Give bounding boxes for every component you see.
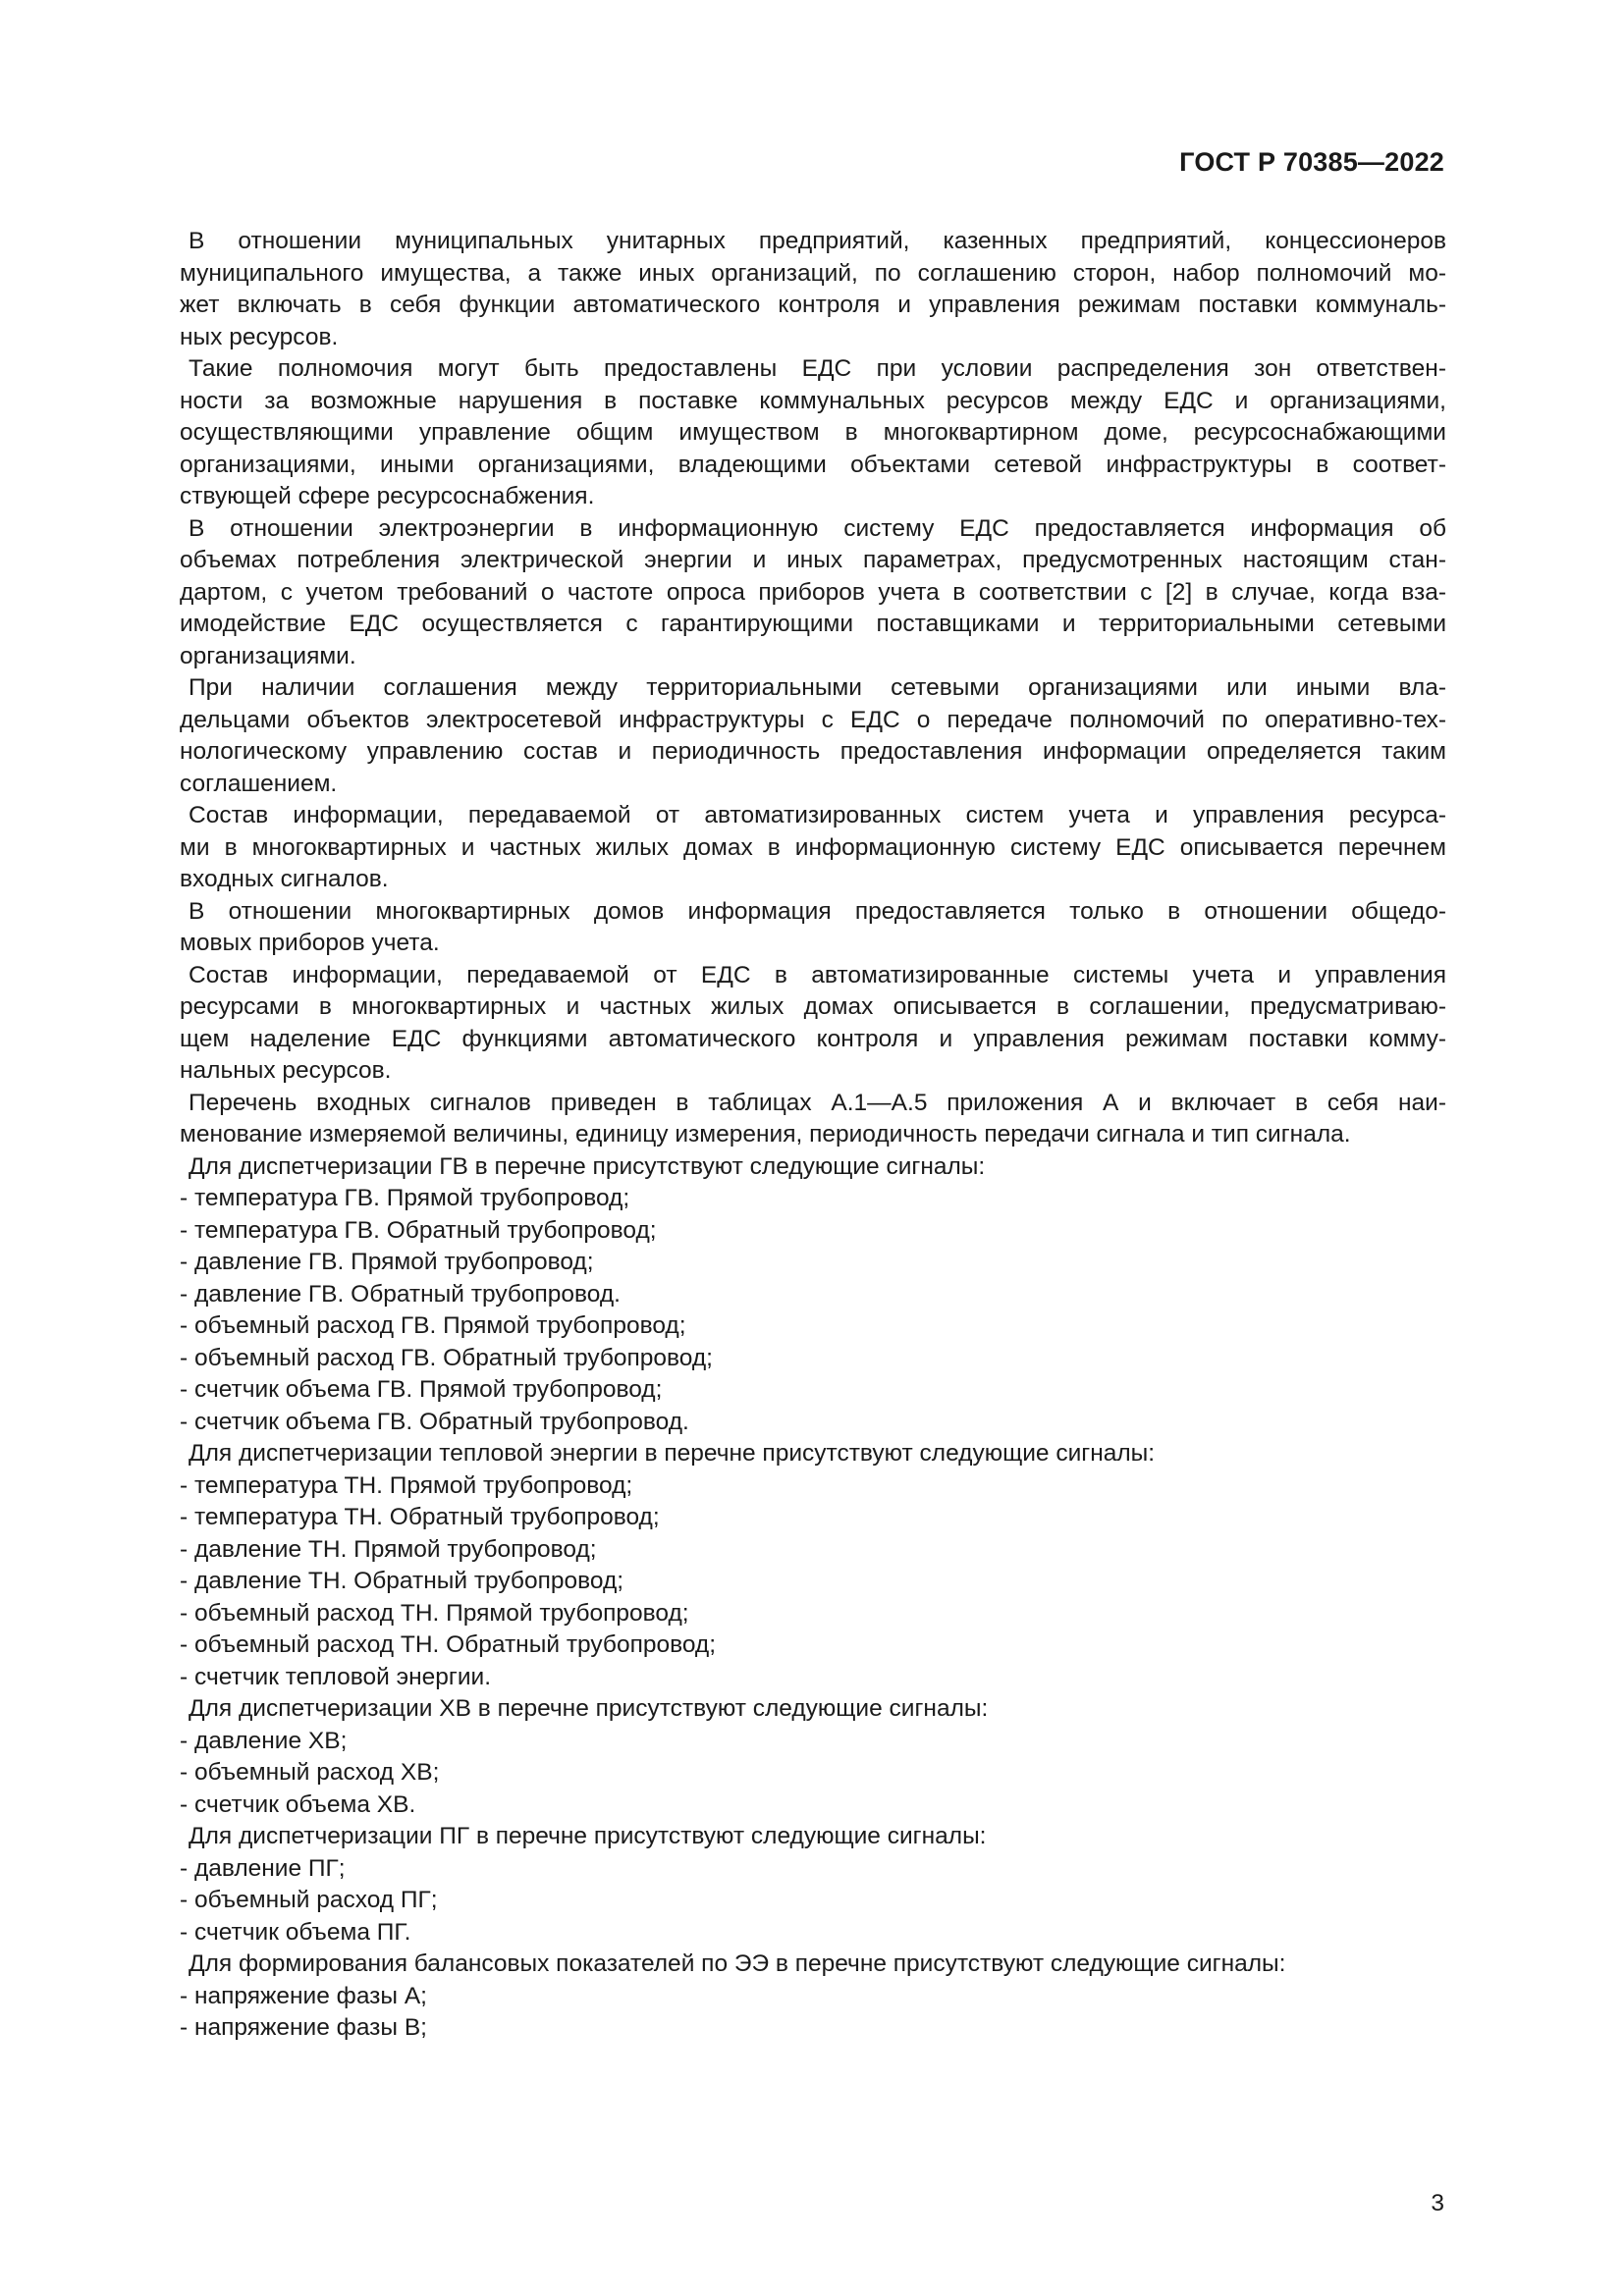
- list-item: - объемный расход ТН. Обратный трубопровод;: [180, 1631, 717, 1658]
- signal-list: [180, 1853, 1446, 1949]
- list-item: - напряжение фазы А;: [180, 1982, 427, 2009]
- list-item: - давление ТН. Прямой трубопровод;: [180, 1535, 597, 1563]
- paragraph: [180, 960, 1446, 1088]
- list-item: - напряжение фазы В;: [180, 2014, 427, 2041]
- text-line: мовых приборов учета.: [180, 930, 440, 956]
- list-item: - давление ГВ. Прямой трубопровод;: [180, 1249, 594, 1275]
- text-line: ности за возможные нарушения в поставке коммунальных ресурсов между ЕДС и организациями,: [180, 387, 1446, 414]
- list-intro: Для формирования балансовых показателей по ЭЭ в перечне присутствуют следующие сигналы:: [189, 1950, 1286, 1977]
- text-line: При наличии соглашения между территориальными сетевыми организациями или иными вла-: [189, 674, 1446, 701]
- list-item: - объемный расход ГВ. Прямой трубопровод;: [180, 1312, 686, 1339]
- document-code-header: ГОСТ Р 70385—2022: [1179, 147, 1444, 177]
- paragraph: [180, 353, 1446, 513]
- list-intro: Для диспетчеризации ГВ в перечне присутствуют следующие сигналы:: [189, 1152, 986, 1180]
- text-line: Такие полномочия могут быть предоставлены ЕДС при условии распределения зон ответствен-: [189, 355, 1446, 382]
- list-item: - давление ТН. Обратный трубопровод;: [180, 1568, 624, 1594]
- list-item: - температура ТН. Обратный трубопровод;: [180, 1504, 660, 1530]
- text-line: дартом, с учетом требований о частоте опроса приборов учета в соответствии с [2] в случае, когда вза-: [180, 578, 1446, 606]
- text-line: организациями, иными организациями, владеющими объектами сетевой инфраструктуры в соответ-: [180, 451, 1446, 478]
- list-item: - счетчик тепловой энергии.: [180, 1663, 492, 1690]
- text-line: дельцами объектов электросетевой инфраструктуры с ЕДС о передаче полномочий по оперативно-тех-: [180, 706, 1446, 733]
- page-number: 3: [1431, 2190, 1444, 2216]
- list-item: - давление ХВ;: [180, 1727, 348, 1754]
- list-item: - температура ГВ. Прямой трубопровод;: [180, 1185, 630, 1211]
- text-line: Состав информации, передаваемой от ЕДС в автоматизированные системы учета и управления: [189, 961, 1446, 988]
- list-item: - давление ПГ;: [180, 1854, 346, 1882]
- signal-list: [180, 1726, 1446, 1822]
- signal-list: [180, 1183, 1446, 1438]
- signal-list: [180, 1981, 1446, 2045]
- list-intro: Для диспетчеризации ХВ в перечне присутствуют следующие сигналы:: [189, 1695, 989, 1722]
- text-line: нальных ресурсов.: [180, 1057, 392, 1084]
- text-line: В отношении муниципальных унитарных предприятий, казенных предприятий, концессионеров: [189, 228, 1446, 254]
- text-line: организациями.: [180, 642, 356, 669]
- text-line: ствующей сфере ресурсоснабжения.: [180, 483, 595, 509]
- paragraph: [180, 896, 1446, 960]
- text-line: объемах потребления электрической энергии и иных параметрах, предусмотренных настоящим стан-: [180, 547, 1446, 573]
- text-line: имодействие ЕДС осуществляется с гарантирующими поставщиками и территориальными сетевыми: [180, 611, 1446, 637]
- text-line: муниципального имущества, а также иных организаций, по соглашению сторон, набор полномочий мо-: [180, 259, 1446, 287]
- list-item: - счетчик объема ГВ. Прямой трубопровод;: [180, 1376, 663, 1403]
- paragraph: [180, 226, 1446, 353]
- body-text: [180, 226, 1446, 2045]
- text-line: ресурсами в многоквартирных и частных жилых домах описывается в соглашении, предусматриваю-: [180, 993, 1446, 1020]
- list-intro: Для диспетчеризации тепловой энергии в перечне присутствуют следующие сигналы:: [189, 1440, 1156, 1467]
- list-item: - объемный расход ГВ. Обратный трубопровод;: [180, 1344, 713, 1371]
- text-line: нологическому управлению состав и периодичность предоставления информации определяется таким: [180, 738, 1446, 765]
- text-line: Перечень входных сигналов приведен в таблицах А.1—А.5 приложения А и включает в себя наи-: [189, 1089, 1446, 1116]
- signal-list: [180, 1470, 1446, 1694]
- list-item: - счетчик объема ПГ.: [180, 1918, 411, 1946]
- text-line: В отношении многоквартирных домов информация предоставляется только в отношении общедо-: [189, 897, 1446, 925]
- paragraph: [180, 672, 1446, 800]
- list-item: - объемный расход ПГ;: [180, 1887, 438, 1913]
- text-line: В отношении электроэнергии в информационную систему ЕДС предоставляется информация об: [189, 514, 1446, 542]
- text-line: менование измеряемой величины, единицу измерения, периодичность передачи сигнала и тип сигнала.: [180, 1121, 1351, 1148]
- text-line: Состав информации, передаваемой от автоматизированных систем учета и управления ресурса-: [189, 802, 1446, 828]
- paragraph: [180, 1088, 1446, 1151]
- list-item: - объемный расход ТН. Прямой трубопровод;: [180, 1599, 689, 1627]
- paragraph: [180, 800, 1446, 896]
- text-line: входных сигналов.: [180, 866, 389, 892]
- text-line: ми в многоквартирных и частных жилых домах в информационную систему ЕДС описывается перечнем: [180, 833, 1446, 861]
- text-line: ных ресурсов.: [180, 323, 339, 350]
- text-line: осуществляющими управление общим имуществом в многоквартирном доме, ресурсоснабжающими: [180, 419, 1446, 446]
- list-item: - температура ТН. Прямой трубопровод;: [180, 1471, 633, 1499]
- list-item: - температура ГВ. Обратный трубопровод;: [180, 1216, 657, 1244]
- text-line: щем наделение ЕДС функциями автоматического контроля и управления режимам поставки комму-: [180, 1025, 1446, 1052]
- list-intro: Для диспетчеризации ПГ в перечне присутствуют следующие сигналы:: [189, 1823, 987, 1849]
- list-item: - давление ГВ. Обратный трубопровод.: [180, 1280, 621, 1308]
- list-item: - счетчик объема ГВ. Обратный трубопровод.: [180, 1408, 689, 1435]
- list-item: - счетчик объема ХВ.: [180, 1790, 416, 1818]
- list-item: - объемный расход ХВ;: [180, 1759, 440, 1786]
- paragraph: [180, 513, 1446, 673]
- text-line: жет включать в себя функции автоматического контроля и управления режимам поставки коммуналь-: [180, 292, 1446, 318]
- text-line: соглашением.: [180, 770, 338, 797]
